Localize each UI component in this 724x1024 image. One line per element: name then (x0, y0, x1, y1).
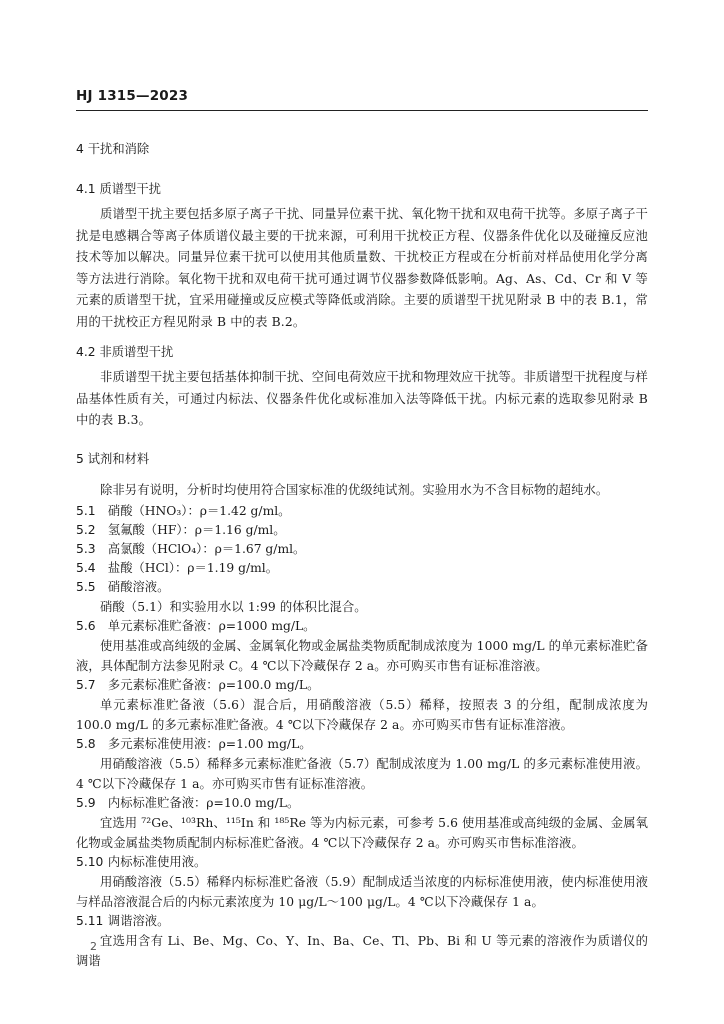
reagent-item (76, 794, 648, 813)
reagent-item (76, 559, 648, 578)
page-number: 2 (90, 940, 97, 953)
reagent-number: 5.3 (76, 541, 96, 556)
section-5-heading: 5 试剂和材料 (76, 451, 150, 466)
reagent-text: 单元素标准贮备液：ρ=1000 mg/L。 (104, 618, 316, 633)
page-content (76, 138, 648, 971)
reagent-number: 5.6 (76, 618, 96, 633)
reagent-text: 内标标准贮备液：ρ=10.0 mg/L。 (104, 795, 300, 810)
reagent-number: 5.7 (76, 677, 96, 692)
reagent-number: 5.4 (76, 560, 96, 575)
section-4-2-paragraph: 非质谱型干扰主要包括基体抑制干扰、空间电荷效应干扰和物理效应干扰等。非质谱型干扰程度与样品基体性质有关，可通过内标法、仪器条件优化或标准加入法等降低干扰。内标元素的选取参见附录 B 中的表 B.3。 (76, 370, 648, 427)
reagent-item (76, 853, 648, 872)
reagent-list (76, 502, 648, 971)
reagent-item (76, 912, 648, 931)
reagent-text: 硝酸溶液。 (104, 579, 170, 594)
reagent-text: 多元素标准贮备液：ρ=100.0 mg/L。 (104, 677, 320, 692)
reagent-description: 用硝酸溶液（5.5）稀释内标标准贮备液（5.9）配制成适当浓度的内标标准使用液，使内标准使用液与样品溶液混合后的内标元素浓度为 10 μg/L～100 μg/L。4 ℃以下冷藏保存 1 a。 (76, 874, 648, 909)
reagent-item (76, 735, 648, 754)
reagent-text: 内标标准使用液。 (104, 854, 207, 869)
reagent-item (76, 617, 648, 636)
reagent-description: 硝酸（5.1）和实验用水以 1:99 的体积比混合。 (100, 599, 367, 614)
reagent-description: 单元素标准贮备液（5.6）混合后，用硝酸溶液（5.5）稀释，按照表 3 的分组，配制成浓度为 100.0 mg/L 的多元素标准贮备液。4 ℃以下冷藏保存 2 a。亦可购买市售有证标准溶液。 (76, 697, 648, 732)
reagent-text: 盐酸（HCl）：ρ＝1.19 g/ml。 (104, 560, 279, 575)
standard-code: HJ 1315—2023 (76, 88, 189, 104)
reagent-number: 5.9 (76, 795, 96, 810)
section-5-intro: 除非另有说明，分析时均使用符合国家标准的优级纯试剂。实验用水为不含目标物的超纯水。 (100, 482, 609, 497)
reagent-number: 5.10 (76, 854, 104, 869)
reagent-number: 5.5 (76, 579, 96, 594)
reagent-text: 多元素标准使用液：ρ=1.00 mg/L。 (104, 736, 312, 751)
reagent-text: 高氯酸（HClO₄）：ρ＝1.67 g/ml。 (104, 541, 306, 556)
reagent-number: 5.11 (76, 913, 104, 928)
reagent-item (76, 521, 648, 540)
reagent-item (76, 676, 648, 695)
reagent-description: 使用基准或高纯级的金属、金属氧化物或金属盐类物质配制成浓度为 1000 mg/L 的单元素标准贮备液，具体配制方法参见附录 C。4 ℃以下冷藏保存 2 a。亦可购买市售有证标准溶液。 (76, 638, 648, 673)
reagent-item (76, 578, 648, 597)
section-4-1-paragraph: 质谱型干扰主要包括多原子离子干扰、同量异位素干扰、氧化物干扰和双电荷干扰等。多原子离子干扰是电感耦合等离子体质谱仪最主要的干扰来源，可利用干扰校正方程、仪器条件优化以及碰撞反应池技术等加以解决。同量异位素干扰可以使用其他质量数、干扰校正方程或在分析前对样品使用化学分离等方法进行消除。氧化物干扰和双电荷干扰可通过调节仪器参数降低影响。Ag、As、Cd、Cr 和 V 等元素的质谱型干扰，宜采用碰撞或反应模式等降低或消除。主要的质谱型干扰见附录 B 中的表 B.1，常用的干扰校正方程见附录 B 中的表 B.2。 (76, 207, 648, 329)
reagent-number: 5.1 (76, 503, 96, 518)
reagent-text: 氢氟酸（HF）：ρ＝1.16 g/ml。 (104, 522, 286, 537)
reagent-text: 调谐溶液。 (104, 913, 170, 928)
reagent-description: 宜选用 ⁷²Ge、¹⁰³Rh、¹¹⁵In 和 ¹⁸⁵Re 等为内标元素，可参考 5.6 使用基准或高纯级的金属、金属氧化物或金属盐类物质配制内标标准贮备液。4 ℃以下冷藏保存 2 a。亦可购买市售标准溶液。 (76, 815, 648, 850)
reagent-number: 5.2 (76, 522, 96, 537)
reagent-number: 5.8 (76, 736, 96, 751)
reagent-item (76, 502, 648, 521)
reagent-text: 硝酸（HNO₃）：ρ＝1.42 g/ml。 (104, 503, 291, 518)
section-4-1-heading: 4.1 质谱型干扰 (76, 182, 161, 196)
header-rule (76, 110, 648, 111)
reagent-description: 用硝酸溶液（5.5）稀释多元素标准贮备液（5.7）配制成浓度为 1.00 mg/L 的多元素标准使用液。4 ℃以下冷藏保存 1 a。亦可购买市售有证标准溶液。 (76, 756, 648, 791)
reagent-item (76, 540, 648, 559)
section-4-2-heading: 4.2 非质谱型干扰 (76, 345, 174, 359)
section-4-heading: 4 干扰和消除 (76, 142, 150, 156)
reagent-description: 宜选用含有 Li、Be、Mg、Co、Y、In、Ba、Ce、Tl、Pb、Bi 和 U 等元素的溶液作为质谱仪的调谐 (76, 933, 648, 968)
